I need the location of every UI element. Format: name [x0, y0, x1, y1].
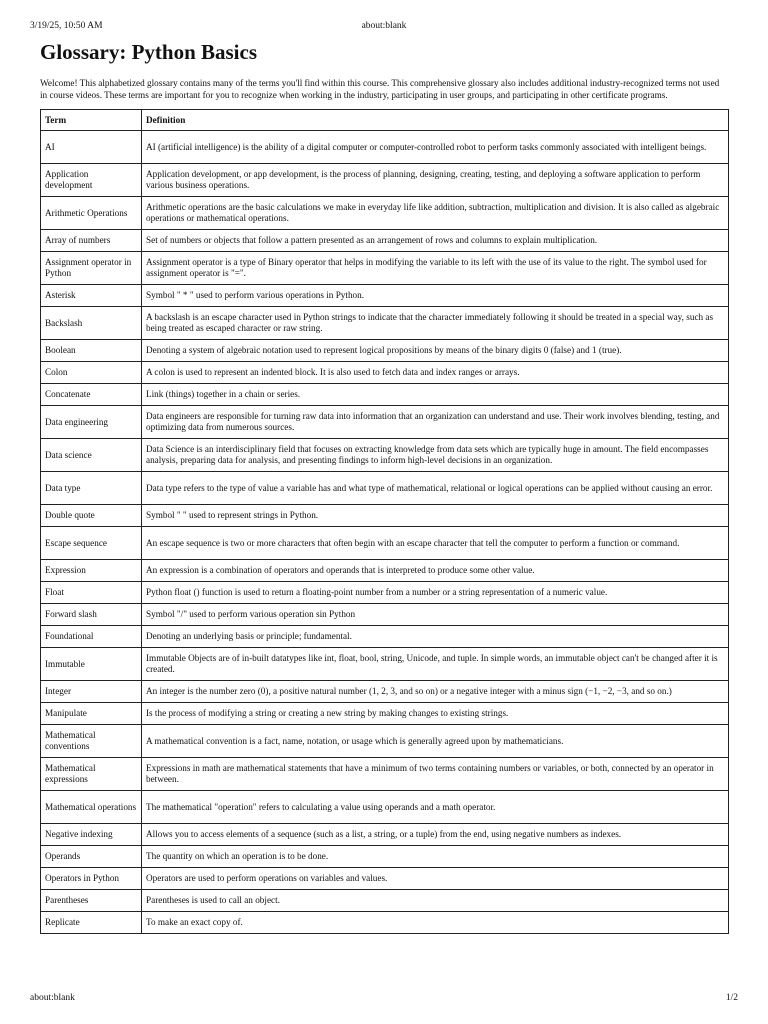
definition-cell: Symbol " " used to represent strings in Python.	[142, 505, 729, 527]
table-row	[41, 912, 729, 934]
table-row	[41, 846, 729, 868]
table-row	[41, 703, 729, 725]
page-number: 1/2	[725, 993, 738, 1003]
definition-cell: Operators are used to perform operations on variables and values.	[142, 868, 729, 890]
definition-cell: Denoting an underlying basis or principle; fundamental.	[142, 626, 729, 648]
term-cell: Expression	[41, 560, 142, 582]
definition-cell: Data engineers are responsible for turning raw data into information that an organization can understand and use. Their work involves blending, testing, and optimizing data from numerous sources.	[142, 406, 729, 439]
term-cell: Mathematical expressions	[41, 758, 142, 791]
term-cell: Float	[41, 582, 142, 604]
definition-cell: Set of numbers or objects that follow a pattern presented as an arrangement of rows and columns to explain multiplication.	[142, 230, 729, 252]
term-cell: Colon	[41, 362, 142, 384]
table-row	[41, 824, 729, 846]
definition-column-header: Definition	[142, 110, 729, 131]
term-cell: Data engineering	[41, 406, 142, 439]
print-header	[30, 20, 738, 32]
table-row	[41, 582, 729, 604]
table-row	[41, 340, 729, 362]
table-row	[41, 681, 729, 703]
term-column-header: Term	[41, 110, 142, 131]
table-row	[41, 285, 729, 307]
definition-cell: Immutable Objects are of in-built datatypes like int, float, bool, string, Unicode, and tuple. In simple words, an immutable object can't be changed after it is created.	[142, 648, 729, 681]
term-cell: Operands	[41, 846, 142, 868]
glossary-table	[40, 109, 729, 934]
term-cell: Backslash	[41, 307, 142, 340]
definition-cell: Expressions in math are mathematical statements that have a minimum of two terms containing numbers or variables, or both, connected by an operator in between.	[142, 758, 729, 791]
print-footer	[30, 992, 738, 1004]
definition-cell: Denoting a system of algebraic notation used to represent logical propositions by means of the binary digits 0 (false) and 1 (true).	[142, 340, 729, 362]
print-datetime: 3/19/25, 10:50 AM	[30, 21, 103, 31]
term-cell: Mathematical conventions	[41, 725, 142, 758]
table-row	[41, 472, 729, 505]
table-row	[41, 626, 729, 648]
term-cell: Foundational	[41, 626, 142, 648]
glossary-rows	[41, 131, 729, 934]
definition-cell: Allows you to access elements of a sequence (such as a list, a string, or a tuple) from the end, using negative numbers as indexes.	[142, 824, 729, 846]
term-cell: AI	[41, 131, 142, 164]
definition-cell: The quantity on which an operation is to be done.	[142, 846, 729, 868]
table-row	[41, 505, 729, 527]
definition-cell: Data Science is an interdisciplinary field that focuses on extracting knowledge from data sets which are typically huge in amount. The field encompasses analysis, preparing data for analysis, and presenting findings to inform high-level decisions in an organization.	[142, 439, 729, 472]
definition-cell: A colon is used to represent an indented block. It is also used to fetch data and index ranges or arrays.	[142, 362, 729, 384]
table-row	[41, 725, 729, 758]
definition-cell: An expression is a combination of operators and operands that is interpreted to produce some other value.	[142, 560, 729, 582]
definition-cell: Symbol " * " used to perform various operations in Python.	[142, 285, 729, 307]
table-row	[41, 560, 729, 582]
table-row	[41, 307, 729, 340]
definition-cell: Application development, or app development, is the process of planning, designing, creating, testing, and deploying a software application to perform various business operations.	[142, 164, 729, 197]
table-row	[41, 252, 729, 285]
table-row	[41, 604, 729, 626]
table-row	[41, 527, 729, 560]
term-cell: Array of numbers	[41, 230, 142, 252]
term-cell: Negative indexing	[41, 824, 142, 846]
print-url: about:blank	[30, 993, 75, 1003]
term-cell: Arithmetic Operations	[41, 197, 142, 230]
table-row	[41, 230, 729, 252]
term-cell: Operators in Python	[41, 868, 142, 890]
definition-cell: To make an exact copy of.	[142, 912, 729, 934]
term-cell: Escape sequence	[41, 527, 142, 560]
term-cell: Integer	[41, 681, 142, 703]
table-row	[41, 890, 729, 912]
definition-cell: An integer is the number zero (0), a positive natural number (1, 2, 3, and so on) or a negative integer with a minus sign (−1, −2, −3, and so on.)	[142, 681, 729, 703]
document-body	[40, 38, 728, 934]
definition-cell: Symbol "/" used to perform various operation sin Python	[142, 604, 729, 626]
term-cell: Manipulate	[41, 703, 142, 725]
table-row	[41, 648, 729, 681]
page-title: Glossary: Python Basics	[40, 40, 258, 64]
definition-cell: The mathematical "operation" refers to calculating a value using operands and a math operator.	[142, 791, 729, 824]
term-cell: Data science	[41, 439, 142, 472]
definition-cell: Link (things) together in a chain or series.	[142, 384, 729, 406]
definition-cell: Python float () function is used to return a floating-point number from a number or a string representation of a numeric value.	[142, 582, 729, 604]
term-cell: Assignment operator in Python	[41, 252, 142, 285]
term-cell: Mathematical operations	[41, 791, 142, 824]
table-row	[41, 791, 729, 824]
definition-cell: Arithmetic operations are the basic calculations we make in everyday life like addition, subtraction, multiplication and division. It is also called as algebraic operations or mathematical operations.	[142, 197, 729, 230]
term-cell: Data type	[41, 472, 142, 505]
table-row	[41, 131, 729, 164]
definition-cell: Is the process of modifying a string or creating a new string by making changes to existing strings.	[142, 703, 729, 725]
term-cell: Boolean	[41, 340, 142, 362]
term-cell: Application development	[41, 164, 142, 197]
table-row	[41, 439, 729, 472]
table-row	[41, 758, 729, 791]
term-cell: Double quote	[41, 505, 142, 527]
term-cell: Asterisk	[41, 285, 142, 307]
definition-cell: An escape sequence is two or more characters that often begin with an escape character that tell the computer to perform a function or command.	[142, 527, 729, 560]
definition-cell: Data type refers to the type of value a variable has and what type of mathematical, relational or logical operations can be applied without causing an error.	[142, 472, 729, 505]
table-row	[41, 197, 729, 230]
term-cell: Replicate	[41, 912, 142, 934]
table-row	[41, 868, 729, 890]
term-cell: Concatenate	[41, 384, 142, 406]
term-cell: Forward slash	[41, 604, 142, 626]
definition-cell: A backslash is an escape character used in Python strings to indicate that the character immediately following it should be treated in a special way, such as being treated as escaped character or raw string.	[142, 307, 729, 340]
definition-cell: Assignment operator is a type of Binary operator that helps in modifying the variable to its left with the use of its value to the right. The symbol used for assignment operator is "=".	[142, 252, 729, 285]
term-cell: Immutable	[41, 648, 142, 681]
table-header-row	[41, 110, 729, 131]
table-row	[41, 362, 729, 384]
definition-cell: AI (artificial intelligence) is the ability of a digital computer or computer-controlled robot to perform tasks commonly associated with intelligent beings.	[142, 131, 729, 164]
print-page-title: about:blank	[361, 21, 407, 31]
table-row	[41, 384, 729, 406]
definition-cell: Parentheses is used to call an object.	[142, 890, 729, 912]
intro-paragraph: Welcome! This alphabetized glossary contains many of the terms you'll find within this course. This comprehensive glossary also includes additional industry-recognized terms not used in course videos. These terms are important for you to recognize when working in the industry, participating in user groups, and participating in other certificate programs.	[40, 78, 720, 100]
term-cell: Parentheses	[41, 890, 142, 912]
table-row	[41, 164, 729, 197]
table-row	[41, 406, 729, 439]
definition-cell: A mathematical convention is a fact, name, notation, or usage which is generally agreed upon by mathematicians.	[142, 725, 729, 758]
